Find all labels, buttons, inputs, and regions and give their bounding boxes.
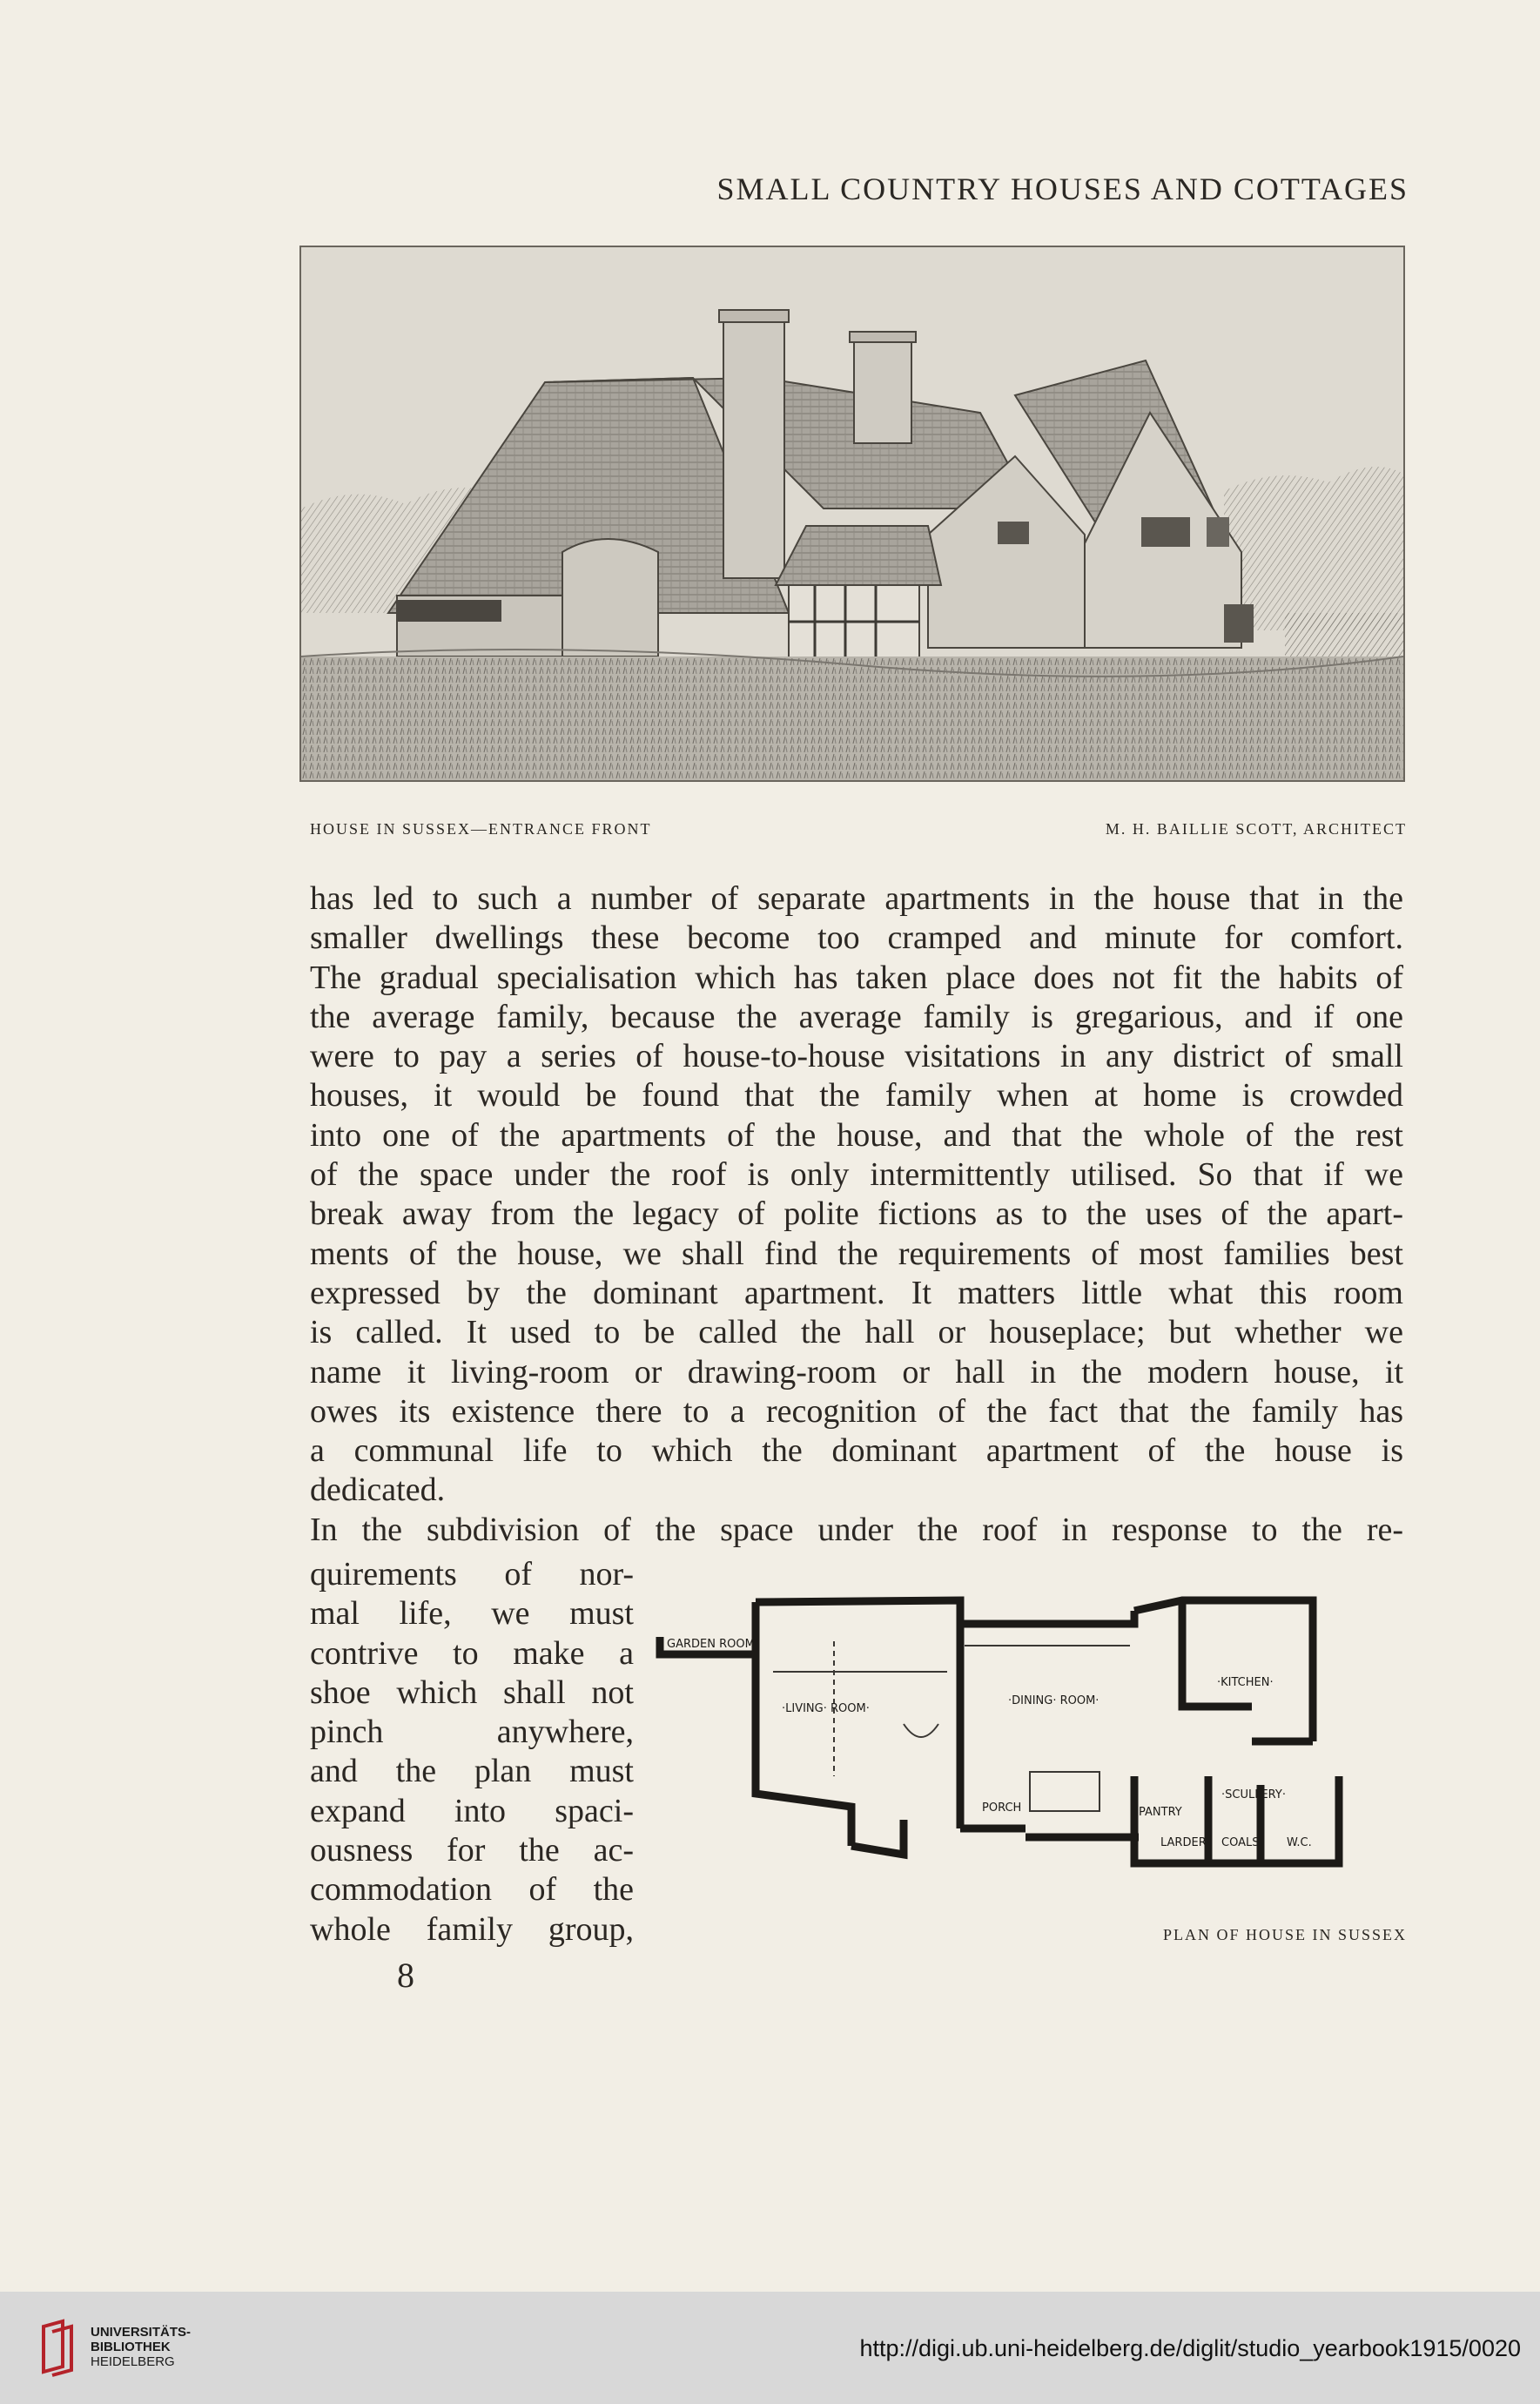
plan-label-kitchen: ·KITCHEN· xyxy=(1217,1676,1274,1689)
plan-label-larder: LARDER xyxy=(1160,1836,1207,1849)
text-line: mal life, we must xyxy=(310,1595,634,1633)
house-sketch xyxy=(301,247,1403,780)
text-line: break away from the legacy of polite fictions as to the uses of the apart- xyxy=(310,1195,1403,1233)
text-line: contrive to make a xyxy=(310,1634,634,1672)
text-line: dedicated. xyxy=(310,1471,446,1509)
text-line: a communal life to which the dominant apartment of the house is xyxy=(310,1432,1403,1470)
permalink-url[interactable]: http://digi.ub.uni-heidelberg.de/diglit/studio_yearbook1915/0020 xyxy=(859,2335,1521,2361)
plan-label-living-room: ·LIVING· ROOM· xyxy=(782,1702,870,1715)
plan-label-scullery: ·SCULLERY· xyxy=(1221,1788,1286,1801)
body-paragraph xyxy=(310,879,1403,1550)
text-line: whole family group, xyxy=(310,1910,634,1948)
architect-credit: M. H. BAILLIE SCOTT, ARCHITECT xyxy=(1105,820,1407,838)
library-name xyxy=(91,2325,191,2369)
text-line: pinch anywhere, xyxy=(310,1714,634,1751)
plan-label-garden-room: GARDEN ROOM xyxy=(667,1638,755,1651)
library-name-line: UNIVERSITÄTS- xyxy=(91,2325,192,2340)
text-line: expressed by the dominant apartment. It matters little what this room xyxy=(310,1274,1403,1311)
text-line: shoe which shall not xyxy=(310,1673,634,1711)
text-line: ments of the house, we shall find the requirements of most families best xyxy=(310,1235,1403,1272)
text-line: were to pay a series of house-to-house visitations in any district of small xyxy=(310,1038,1403,1075)
text-line: The gradual specialisation which has taken place does not fit the habits of xyxy=(310,959,1403,996)
library-logo-icon xyxy=(37,2318,80,2379)
text-line: expand into spaci- xyxy=(310,1792,634,1829)
text-line: houses, it would be found that the family when at home is crowded xyxy=(310,1077,1403,1114)
house-illustration xyxy=(299,246,1405,782)
text-line: name it living-room or drawing-room or hall in the modern house, it xyxy=(310,1353,1403,1391)
library-name-line: BIBLIOTHEK xyxy=(91,2340,171,2354)
text-line: has led to such a number of separate apartments in the house that in the xyxy=(310,880,1403,917)
plan-label-pantry: PANTRY xyxy=(1139,1806,1182,1819)
page-number: 8 xyxy=(397,1956,414,1995)
plan-label-coals: COALS xyxy=(1221,1836,1260,1849)
text-line: smaller dwellings these become too cramped and minute for comfort. xyxy=(310,919,1403,957)
viewer-footer xyxy=(0,2292,1540,2404)
text-line: and the plan must xyxy=(310,1753,634,1790)
text-line: quirements of nor- xyxy=(310,1556,634,1593)
floor-plan-drawing xyxy=(651,1576,1417,1910)
plan-caption: PLAN OF HOUSE IN SUSSEX xyxy=(1162,1926,1407,1943)
text-line: is called. It used to be called the hall or houseplace; but whether we xyxy=(310,1314,1403,1351)
plan-label-porch: PORCH xyxy=(982,1801,1022,1815)
plan-label-dining-room: ·DINING· ROOM· xyxy=(1008,1694,1100,1707)
text-line: ousness for the ac- xyxy=(310,1832,634,1869)
floor-plan xyxy=(651,1576,1417,1910)
text-line: the average family, because the average family is gregarious, and if one xyxy=(310,998,1403,1035)
text-line: of the space under the roof is only intermittently utilised. So that if we xyxy=(310,1156,1403,1194)
plan-label-wc: W.C. xyxy=(1287,1836,1312,1849)
text-line: owes its existence there to a recognition of the fact that the family has xyxy=(310,1392,1403,1430)
illustration-caption: HOUSE IN SUSSEX—ENTRANCE FRONT xyxy=(310,820,652,838)
wrapped-paragraph xyxy=(310,1555,634,1949)
library-name-line: HEIDELBERG xyxy=(91,2354,175,2369)
text-line: In the subdivision of the space under the roof in response to the re- xyxy=(310,1511,1403,1548)
running-head: SMALL COUNTRY HOUSES AND COTTAGES xyxy=(716,172,1409,206)
text-line: into one of the apartments of the house, and that the whole of the rest xyxy=(310,1116,1403,1154)
text-line: commodation of the xyxy=(310,1871,634,1909)
